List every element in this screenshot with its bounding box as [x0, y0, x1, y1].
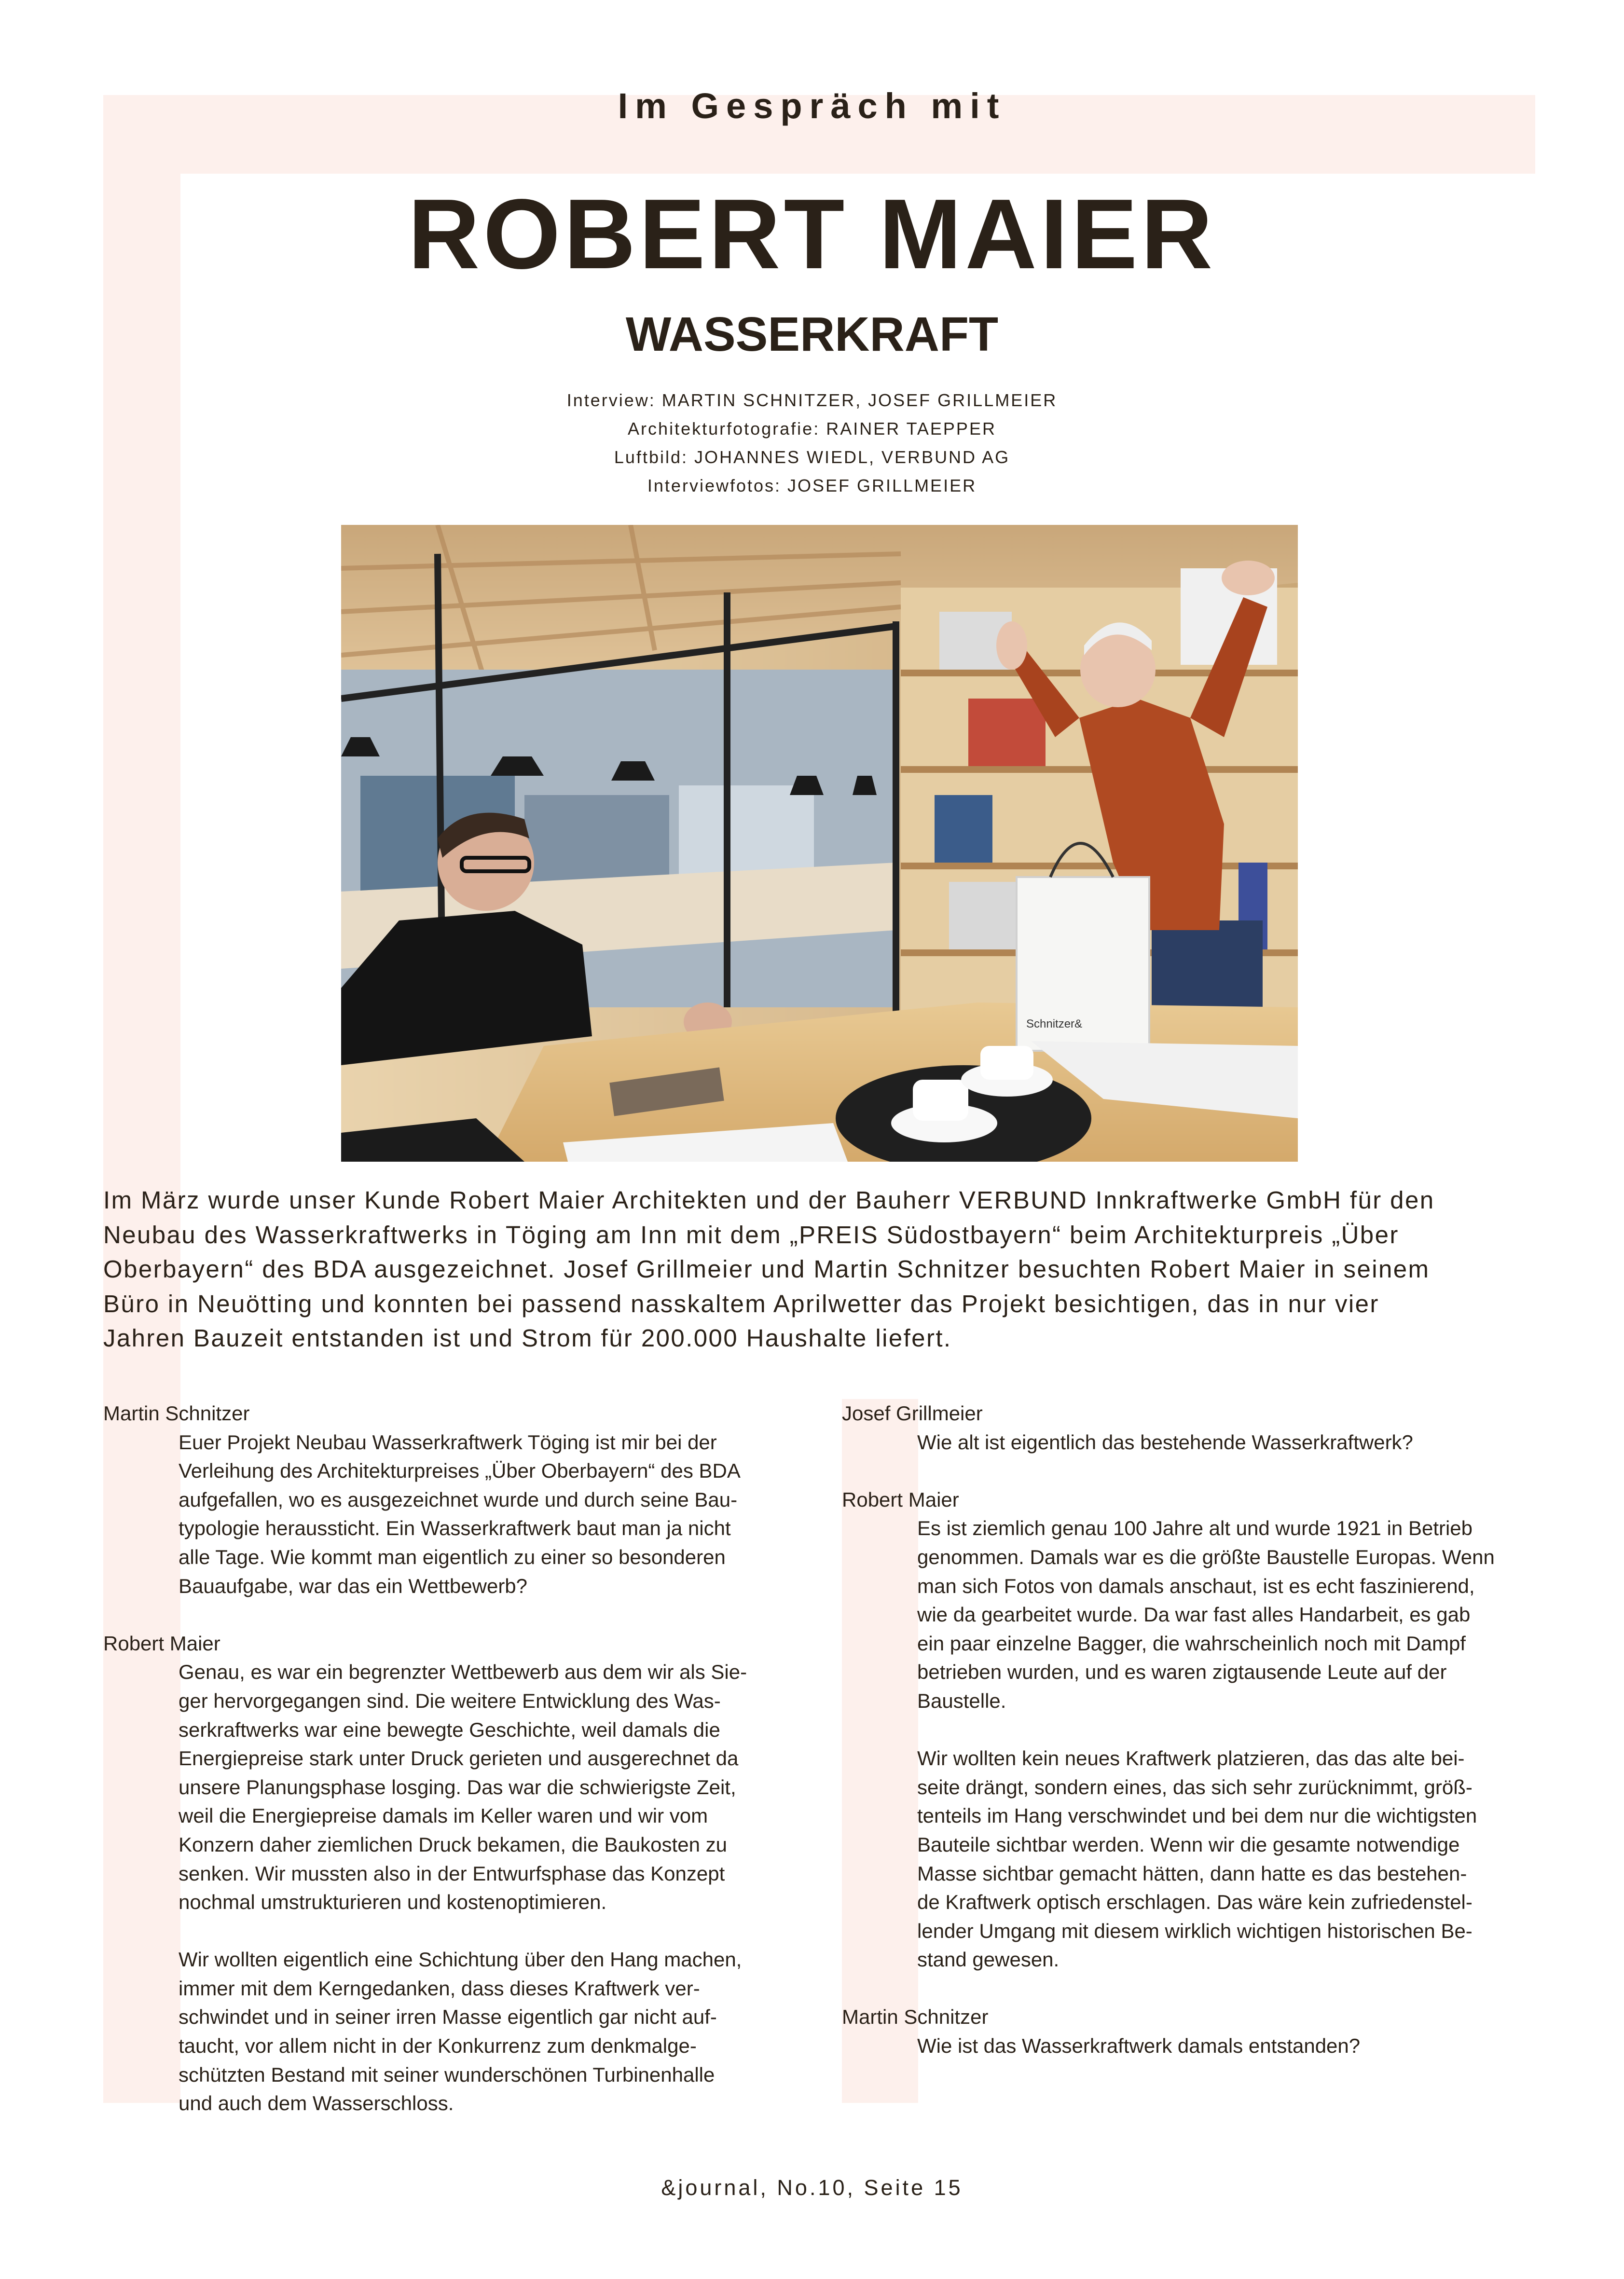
credit-line: Interviewfotos: JOSEF GRILLMEIER — [647, 476, 977, 495]
interview-photo-illustration — [341, 525, 1298, 1162]
text-line: serkraftwerks war eine bewegte Geschichte, weil damals die — [179, 1718, 720, 1741]
lead-line: Jahren Bauzeit entstanden ist und Strom für 200.000 Haushalte liefert. — [103, 1324, 952, 1352]
question-text — [917, 2032, 1546, 2060]
lead-paragraph — [103, 1183, 1531, 1356]
text-line: senken. Wir mussten also in der Entwurfsphase das Konzept — [179, 1862, 725, 1885]
text-line: Energiepreise stark unter Druck gerieten und ausgerechnet da — [179, 1747, 739, 1770]
text-line: aufgefallen, wo es ausgezeichnet wurde und durch seine Bau- — [179, 1488, 738, 1511]
speaker-name: Martin Schnitzer — [842, 2005, 989, 2029]
subtitle: WASSERKRAFT — [625, 307, 999, 361]
text-line: und auch dem Wasserschloss. — [179, 2092, 454, 2115]
credit-line: Interview: MARTIN SCHNITZER, JOSEF GRILLMEIER — [566, 390, 1058, 410]
text-line: de Kraftwerk optisch erschlagen. Das wäre kein zufriedenstel- — [917, 1891, 1473, 1914]
lead-line: Neubau des Wasserkraftwerks in Töging am Inn mit dem „PREIS Südostbayern“ beim Architekturpreis „Über — [103, 1221, 1399, 1249]
text-line: man sich Fotos von damals anschaut, ist es echt faszinierend, — [917, 1574, 1475, 1597]
text-line: taucht, vor allem nicht in der Konkurrenz zum denkmalge- — [179, 2034, 697, 2058]
text-line: genommen. Damals war es die größte Baustelle Europas. Wenn — [917, 1545, 1495, 1568]
text-line: tenteils im Hang verschwindet und bei dem nur die wichtigsten — [917, 1804, 1477, 1827]
text-line: schützten Bestand mit seiner wunderschönen Turbinenhalle — [179, 2063, 715, 2086]
answer-text — [179, 1658, 817, 2118]
text-line: Verleihung des Architekturpreises „Über Oberbayern“ des BDA — [179, 1459, 741, 1483]
text-line: schwindet und in seiner irren Masse eigentlich gar nicht auf- — [179, 2005, 717, 2029]
text-line: seite drängt, sondern eines, das sich sehr zurücknimmt, größ- — [917, 1775, 1473, 1798]
lead-line: Büro in Neuötting und konnten bei passend nasskaltem Aprilwetter das Projekt besichtigen, das in nur vier — [103, 1290, 1379, 1318]
answer-text — [917, 1514, 1546, 1974]
text-line: stand gewesen. — [917, 1948, 1060, 1971]
question-text — [179, 1428, 817, 1601]
text-line: ger hervorgegangen sind. Die weitere Entwicklung des Was- — [179, 1689, 721, 1712]
speaker-name: Josef Grillmeier — [842, 1402, 983, 1425]
text-line: wie da gearbeitet wurde. Da war fast alles Handarbeit, es gab — [917, 1603, 1471, 1626]
kicker: Im Gespräch mit — [618, 86, 1006, 126]
text-line: Wie ist das Wasserkraftwerk damals entstanden? — [917, 2034, 1361, 2058]
text-line: Baustelle. — [917, 1689, 1006, 1712]
bag-label: Schnitzer& — [1026, 1017, 1083, 1030]
speaker-name: Robert Maier — [842, 1488, 959, 1511]
interview-photo — [341, 525, 1298, 1162]
text-line: immer mit dem Kerngedanken, dass dieses Kraftwerk ver- — [179, 1977, 700, 2000]
question-text — [917, 1428, 1546, 1457]
speaker-name: Martin Schnitzer — [103, 1402, 250, 1425]
interview-column-left — [103, 1399, 817, 2118]
text-line: unsere Planungsphase losging. Das war die schwierigste Zeit, — [179, 1775, 736, 1798]
text-line: ein paar einzelne Bagger, die wahrscheinlich noch mit Dampf — [917, 1632, 1466, 1655]
text-line: Bauteile sichtbar werden. Wenn wir die gesamte notwendige — [917, 1833, 1460, 1856]
text-line: Genau, es war ein begrenzter Wettbewerb aus dem wir als Sie- — [179, 1661, 747, 1684]
lead-line: Im März wurde unser Kunde Robert Maier Architekten und der Bauherr VERBUND Innkraftwerke GmbH für den — [103, 1186, 1435, 1214]
credit-line: Architekturfotografie: RAINER TAEPPER — [628, 419, 996, 439]
speaker-name: Robert Maier — [103, 1632, 220, 1655]
page-footer: &journal, No.10, Seite 15 — [661, 2175, 963, 2200]
text-line: nochmal umstrukturieren und kostenoptimieren. — [179, 1891, 607, 1914]
text-line: Wir wollten kein neues Kraftwerk platzieren, das das alte bei- — [917, 1747, 1465, 1770]
text-line: alle Tage. Wie kommt man eigentlich zu einer so besonderen — [179, 1545, 726, 1568]
text-line: Masse sichtbar gemacht hätten, dann hatte es das bestehen- — [917, 1862, 1467, 1885]
text-line: betrieben wurden, und es waren zigtausende Leute auf der — [917, 1661, 1447, 1684]
interview-column-right — [842, 1399, 1546, 2060]
text-line: lender Umgang mit diesem wirklich wichtigen historischen Be- — [917, 1919, 1473, 1942]
credits — [0, 386, 1624, 500]
text-line: Es ist ziemlich genau 100 Jahre alt und wurde 1921 in Betrieb — [917, 1517, 1473, 1540]
text-line: Euer Projekt Neubau Wasserkraftwerk Töging ist mir bei der — [179, 1430, 717, 1454]
lead-line: Oberbayern“ des BDA ausgezeichnet. Josef Grillmeier und Martin Schnitzer besuchten Robert Maier in seinem — [103, 1255, 1430, 1283]
text-line: Konzern daher ziemlichen Druck bekamen, die Baukosten zu — [179, 1833, 727, 1856]
text-line: Wir wollten eigentlich eine Schichtung über den Hang machen, — [179, 1948, 742, 1971]
text-line: Bauaufgabe, war das ein Wettbewerb? — [179, 1574, 528, 1597]
text-line: Wie alt ist eigentlich das bestehende Wasserkraftwerk? — [917, 1430, 1413, 1454]
text-line: weil die Energiepreise damals im Keller waren und wir vom — [179, 1804, 708, 1827]
interviewee-name: ROBERT MAIER — [408, 178, 1216, 289]
credit-line: Luftbild: JOHANNES WIEDL, VERBUND AG — [614, 447, 1010, 467]
text-line: typologie heraussticht. Ein Wasserkraftwerk baut man ja nicht — [179, 1517, 731, 1540]
